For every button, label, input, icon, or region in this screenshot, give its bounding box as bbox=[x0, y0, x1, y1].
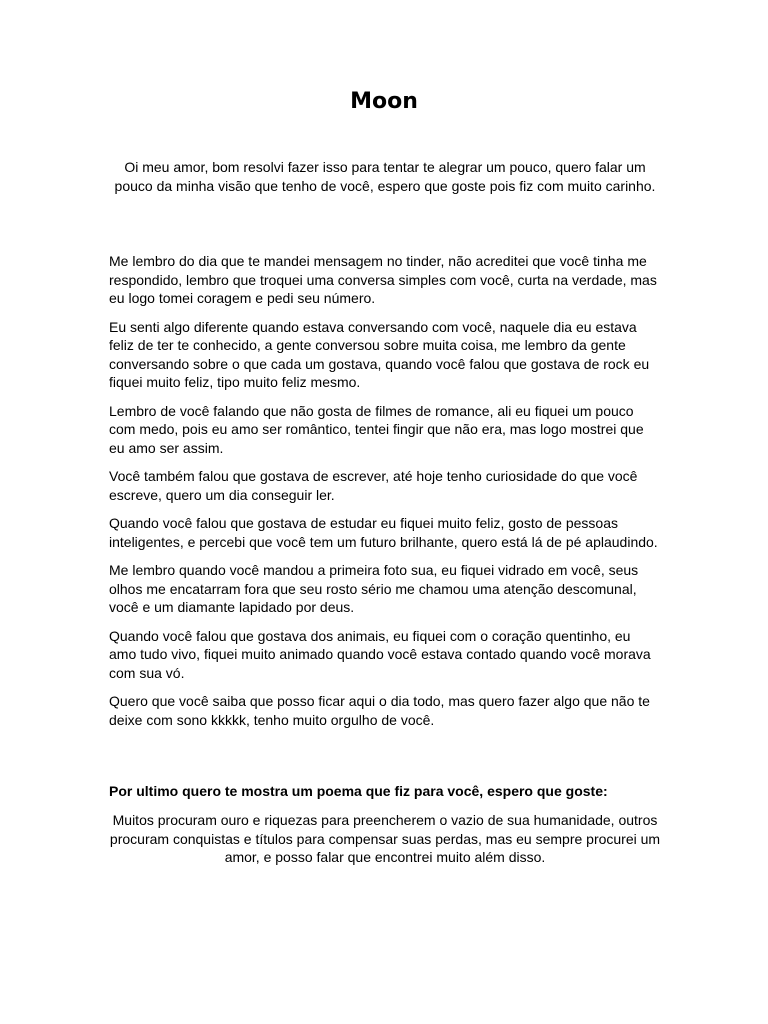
paragraph: Me lembro quando você mandou a primeira foto sua, eu fiquei vidrado em você, seus olhos me encatarram fora que seu rosto sério me chamou uma atenção descomunal, você e um diamante lapidado por deus. bbox=[109, 562, 639, 615]
paragraph: Quero que você saiba que posso ficar aqui o dia todo, mas quero fazer algo que não te deixe com sono kkkkk, tenho muito orgulho de você. bbox=[109, 693, 650, 728]
paragraph: Você também falou que gostava de escrever, até hoje tenho curiosidade do que você escreve, quero um dia conseguir ler. bbox=[109, 468, 638, 503]
paragraph: Quando você falou que gostava de estudar eu fiquei muito feliz, gosto de pessoas inteligentes, e percebi que você tem um futuro brilhante, quero está lá de pé aplaudindo. bbox=[109, 515, 658, 550]
paragraph: Eu senti algo diferente quando estava conversando com você, naquele dia eu estava feliz de ter te conhecido, a gente conversou sobre muita coisa, me lembro da gente conversando sobre o que cada um gostava, quando você falou que gostava de rock eu fiquei muito feliz, tipo muito feliz mesmo. bbox=[109, 318, 650, 390]
poem-paragraph: Muitos procuram ouro e riquezas para preencherem o vazio de sua humanidade, outros procuram conquistas e títulos para compensar suas perdas, mas eu sempre procurei um amor, e posso falar que encontrei muito além disso. bbox=[109, 812, 661, 865]
document-title: Moon bbox=[350, 89, 418, 114]
paragraph: Lembro de você falando que não gosta de filmes de romance, ali eu fiquei um pouco com medo, pois eu amo ser romântico, tentei fingir que não era, mas logo mostrei que eu amo ser assim. bbox=[109, 402, 644, 456]
closing-heading: Por ultimo quero te mostra um poema que fiz para você, espero que goste: bbox=[109, 783, 608, 799]
intro-paragraph: Oi meu amor, bom resolvi fazer isso para tentar te alegrar um pouco, quero falar um pouco da minha visão que tenho de você, espero que goste pois fiz com muito carinho. bbox=[114, 159, 656, 194]
paragraph: Quando você falou que gostava dos animais, eu fiquei com o coração quentinho, eu amo tudo vivo, fiquei muito animado quando você estava contado quando você morava com sua vó. bbox=[109, 627, 651, 681]
paragraph: Me lembro do dia que te mandei mensagem no tinder, não acreditei que você tinha me respondido, lembro que troquei uma conversa simples com você, curta na verdade, mas eu logo tomei coragem e pedi seu número. bbox=[109, 253, 657, 306]
body-text bbox=[109, 252, 661, 739]
